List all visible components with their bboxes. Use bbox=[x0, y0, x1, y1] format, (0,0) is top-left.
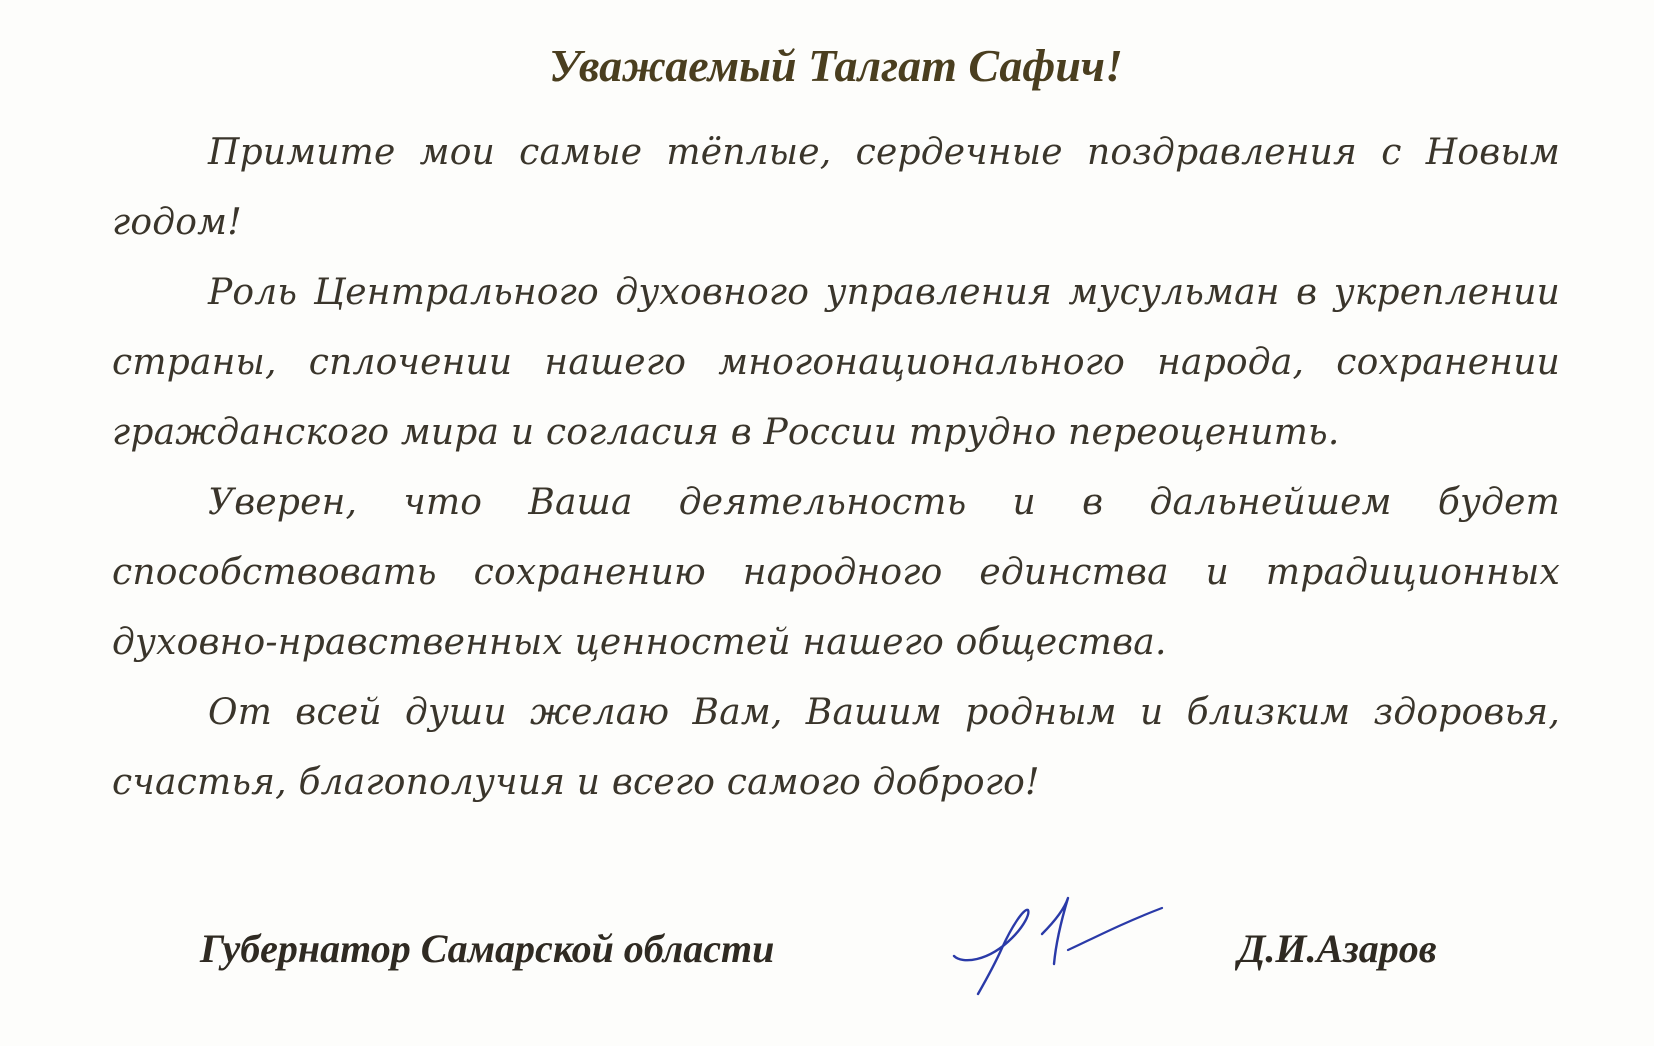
paragraph-confidence: Уверен, что Ваша деятельность и в дальнейшем будет способствовать сохранению народного единства и традиционных духовно-нравственных ценностей нашего общества. bbox=[112, 482, 1560, 663]
signatory-position: Губернатор Самарской области bbox=[200, 926, 775, 971]
letter-content bbox=[112, 36, 1560, 818]
signature-stroke-2 bbox=[1042, 898, 1068, 964]
paragraph-role: Роль Центрального духовного управления мусульман в укреплении страны, сплочении нашего многонационального народа, сохранении гражданского мира и согласия в России трудно переоценить. bbox=[112, 272, 1560, 453]
signature-stroke-1 bbox=[954, 910, 1028, 994]
handwritten-signature-icon bbox=[940, 868, 1190, 1008]
letter-body bbox=[112, 118, 1560, 818]
signatory-name: Д.И.Азаров bbox=[1238, 926, 1437, 971]
paragraph-greeting: Примите мои самые тёплые, сердечные поздравления с Новым годом! bbox=[112, 132, 1560, 243]
signature-stroke-3 bbox=[1068, 908, 1162, 950]
paragraph-wishes: От всей души желаю Вам, Вашим родным и близким здоровья, счастья, благополучия и всего самого доброго! bbox=[112, 692, 1560, 803]
signature-block bbox=[200, 925, 1500, 995]
salutation: Уважаемый Талгат Сафич! bbox=[549, 40, 1123, 91]
